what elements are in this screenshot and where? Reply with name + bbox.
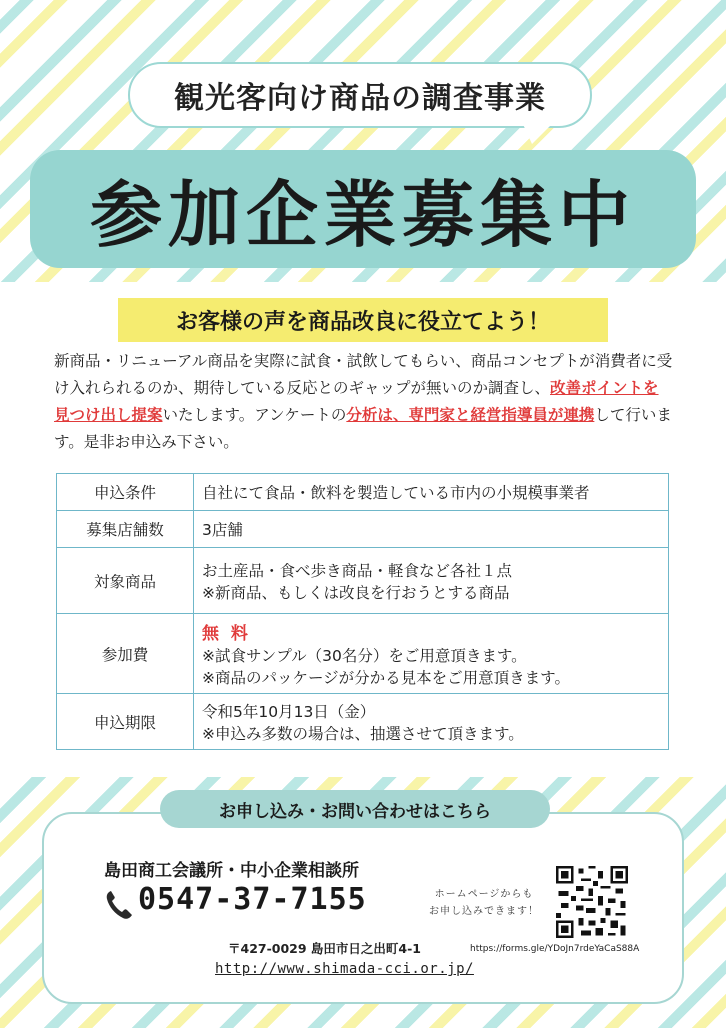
row-label: 申込期限 xyxy=(57,694,194,750)
intro-emphasis-2: 分析は、専門家と経営指導員が連携 xyxy=(346,406,595,424)
free-label: 無 料 xyxy=(202,624,251,644)
main-banner xyxy=(30,150,696,268)
website-link[interactable]: http://www.shimada-cci.or.jp/ xyxy=(215,961,474,977)
row-line: ※新商品、もしくは改良を行おうとする商品 xyxy=(202,583,510,602)
row-line: ※商品のパッケージが分かる見本をご用意頂きます。 xyxy=(202,669,570,687)
address: 〒427-0029 島田市日之出町4-1 xyxy=(228,941,422,956)
row-label: 参加費 xyxy=(57,614,194,694)
highlight-text: お客様の声を商品改良に役立てよう！ xyxy=(175,309,550,335)
qr-code-icon[interactable] xyxy=(556,866,628,938)
row-value: 3店舗 xyxy=(194,511,669,548)
row-line: ※申込み多数の場合は、抽選させて頂きます。 xyxy=(202,724,524,743)
table-row xyxy=(57,548,669,614)
table-row xyxy=(57,511,669,548)
row-label: 募集店舗数 xyxy=(57,511,194,548)
row-value: 自社にて食品・飲料を製造している市内の小規模事業者 xyxy=(194,474,669,511)
subtitle-bubble xyxy=(128,62,592,128)
row-label: 申込条件 xyxy=(57,474,194,511)
intro-text-3: して行います。是非お申込み下さい。 xyxy=(54,406,672,451)
main-title: 参加企業募集中 xyxy=(89,173,636,257)
phone-icon xyxy=(104,889,134,921)
table-row xyxy=(57,614,669,694)
intro-paragraph xyxy=(54,348,674,456)
highlight-bar xyxy=(118,298,608,342)
table-row xyxy=(57,694,669,750)
row-label: 対象商品 xyxy=(57,548,194,614)
organization-name: 島田商工会議所・中小企業相談所 xyxy=(104,861,359,881)
info-table xyxy=(56,473,669,750)
homepage-note-line: お申し込みできます！ xyxy=(429,906,539,917)
row-value xyxy=(194,548,669,614)
intro-emphasis-1: 改善ポイントを見つけ出し提案 xyxy=(54,379,659,424)
intro-text-2: いたします。アンケートの xyxy=(162,406,347,424)
row-line: お土産品・食べ歩き商品・軽食など各社１点 xyxy=(202,561,513,580)
table-row xyxy=(57,474,669,511)
subtitle: 観光客向け商品の調査事業 xyxy=(174,81,546,116)
phone-number[interactable]: 0547-37-7155 xyxy=(138,882,367,917)
intro-text-1: 新商品・リニューアル商品を実際に試食・試飲してもらい、商品コンセプトが消費者に受け入れられるのか、期待している反応とのギャップが無いのか調査し、 xyxy=(54,352,673,397)
row-value xyxy=(194,694,669,750)
row-line: ※試食サンプル（30名分）をご用意頂きます。 xyxy=(202,647,527,665)
contact-tab xyxy=(160,790,550,828)
contact-tab-text: お申し込み・お問い合わせはこちら xyxy=(219,801,491,822)
homepage-note xyxy=(414,886,554,920)
homepage-note-line: ホームページからも xyxy=(434,889,534,900)
row-line: 令和5年10月13日（金） xyxy=(202,702,376,721)
row-value xyxy=(194,614,669,694)
form-url-link[interactable]: https://forms.gle/YDoJn7rdeYaCaS88A xyxy=(470,944,640,954)
